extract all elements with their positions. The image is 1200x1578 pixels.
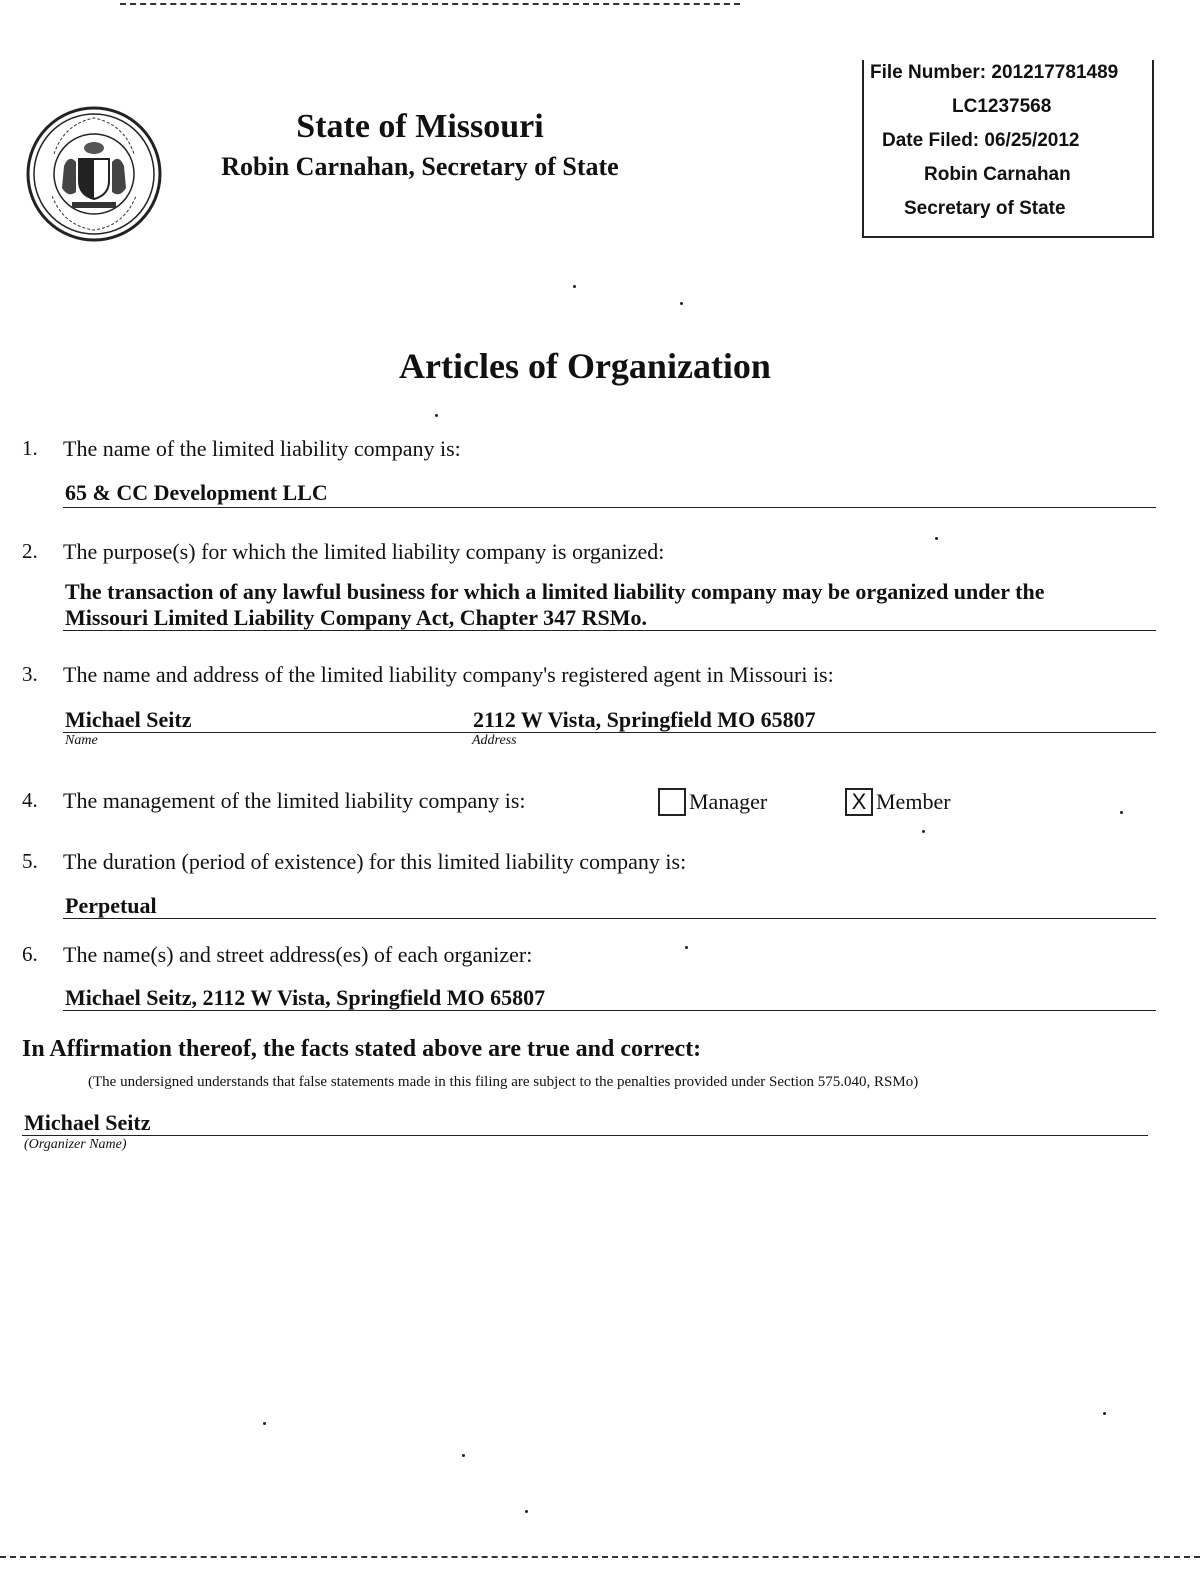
filing-stamp-box — [862, 60, 1154, 238]
agent-address-caption: Address — [472, 733, 517, 748]
scan-speck — [685, 946, 688, 949]
member-label: Member — [876, 789, 951, 814]
scan-bottom-edge — [0, 1556, 1200, 1558]
scan-speck — [263, 1422, 266, 1425]
purpose-line-1: The transaction of any lawful business for which a limited liability company may be organized under the — [65, 579, 1045, 604]
scan-speck — [680, 302, 683, 305]
item-4-question: The management of the limited liability company is: — [63, 788, 526, 813]
secretary-title: Secretary of State — [904, 198, 1066, 219]
organizer-signature-line — [22, 1135, 1148, 1136]
affirmation-heading: In Affirmation thereof, the facts stated above are true and correct: — [22, 1036, 702, 1062]
scan-speck — [462, 1454, 465, 1457]
scan-speck — [1120, 811, 1123, 814]
item-4-number: 4. — [22, 788, 38, 812]
organizer-entry: Michael Seitz, 2112 W Vista, Springfield MO 65807 — [65, 985, 546, 1010]
filing-code: LC1237568 — [952, 96, 1052, 117]
scan-top-edge — [120, 3, 740, 5]
document-title: Articles of Organization — [399, 346, 771, 386]
item-6-question: The name(s) and street address(es) of each organizer: — [63, 942, 533, 967]
scan-speck — [573, 285, 576, 288]
manager-label: Manager — [689, 789, 768, 814]
organizer-line — [63, 1010, 1156, 1011]
agent-name-caption: Name — [65, 733, 98, 748]
company-name-line — [63, 507, 1156, 508]
scan-speck — [935, 537, 938, 540]
duration-line — [63, 918, 1156, 919]
secretary-subtitle: Robin Carnahan, Secretary of State — [221, 152, 619, 181]
missouri-state-seal — [24, 104, 164, 244]
agent-line — [63, 732, 1156, 733]
agent-address: 2112 W Vista, Springfield MO 65807 — [473, 707, 816, 732]
organizer-caption: (Organizer Name) — [24, 1137, 127, 1152]
scan-speck — [922, 830, 925, 833]
duration-value: Perpetual — [65, 893, 157, 918]
date-filed: Date Filed: 06/25/2012 — [882, 130, 1080, 151]
item-1-question: The name of the limited liability company is: — [63, 436, 461, 461]
item-5-question: The duration (period of existence) for this limited liability company is: — [63, 849, 687, 874]
item-2-question: The purpose(s) for which the limited liability company is organized: — [63, 539, 665, 564]
item-5-number: 5. — [22, 849, 38, 873]
item-1-number: 1. — [22, 436, 38, 460]
item-6-number: 6. — [22, 942, 38, 966]
purpose-line — [63, 630, 1156, 631]
member-checkbox[interactable]: X — [845, 788, 873, 816]
organizer-signature-name: Michael Seitz — [24, 1110, 151, 1135]
company-name: 65 & CC Development LLC — [65, 480, 328, 505]
secretary-name: Robin Carnahan — [924, 164, 1071, 185]
item-3-number: 3. — [22, 662, 38, 686]
scan-speck — [525, 1510, 528, 1513]
agent-name: Michael Seitz — [65, 707, 192, 732]
item-2-number: 2. — [22, 539, 38, 563]
manager-checkbox[interactable] — [658, 788, 686, 816]
item-3-question: The name and address of the limited liability company's registered agent in Missouri is: — [63, 662, 834, 687]
file-number: File Number: 201217781489 — [870, 62, 1119, 83]
state-title: State of Missouri — [296, 108, 544, 145]
scan-speck — [1103, 1412, 1106, 1415]
affirmation-note: (The undersigned understands that false statements made in this filing are subject to the penalties provided under Section 575.040, RSMo) — [88, 1074, 919, 1090]
purpose-line-2: Missouri Limited Liability Company Act, Chapter 347 RSMo. — [65, 605, 648, 630]
scan-speck — [435, 414, 438, 417]
